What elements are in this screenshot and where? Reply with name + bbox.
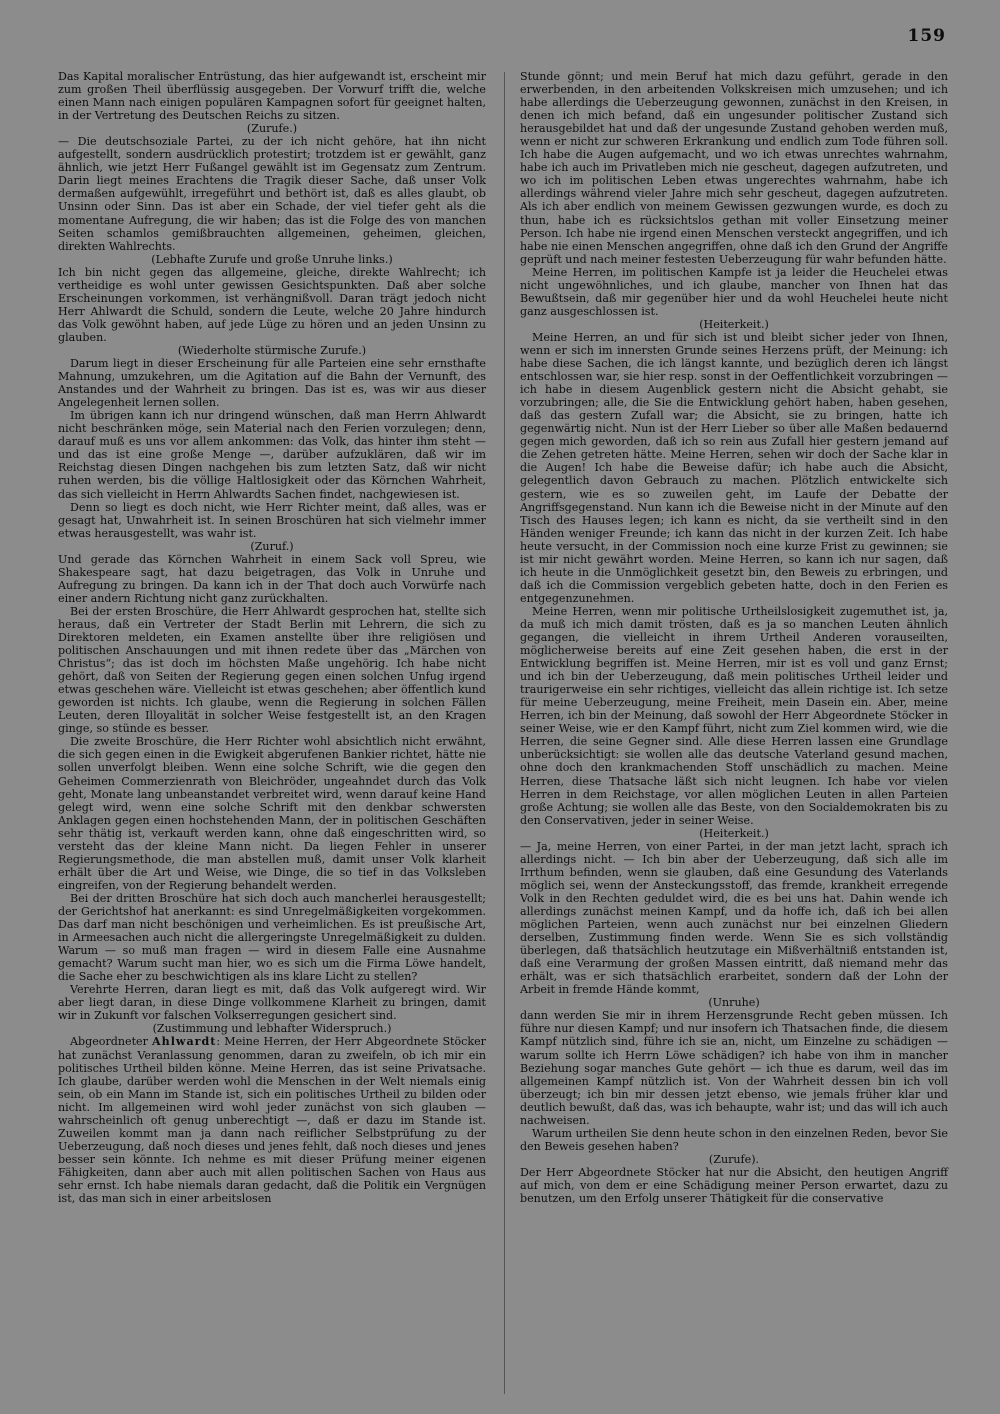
body-paragraph: Stunde gönnt; und mein Beruf hat mich dazu geführt, gerade in den erwerbenden, in den arbeitenden Volkskreisen mich umzusehen; und ich habe allerdings die Ueberzeugung gewonnen, zunächst in den Kreisen, in denen ich mich befand, daß ein ungesunder politischer Zustand sich herausgebildet hat und daß der ungesunde Zustand gehoben werden muß, wenn er nicht zur schweren Erkrankung und endlich zum Tode führen soll. Ich habe die Augen aufgemacht, und wo ich etwas unrechtes wahrnahm, habe ich auch im Privatleben mich nie gescheut, dagegen aufzutreten, und wo ich im politischen Leben etwas ungerechtes wahrnahm, habe ich allerdings während vieler Jahre mich sehr gescheut, dagegen aufzutreten. Als ich aber endlich von meinem Gewissen gezwungen wurde, es doch zu thun, habe ich es rücksichtslos gethan mit voller Einsetzung meiner Person. Ich habe nie irgend einen Menschen versteckt angegriffen, und ich habe nie einen Menschen angegriffen, ohne daß ich den Grund der Angriffe geprüft und nach meiner festesten Ueberzeugung für wahr befunden hätte. <box>520 70 948 266</box>
stage-direction: (Zurufe.) <box>246 122 298 136</box>
page-number: 159 <box>907 26 946 46</box>
body-paragraph: — Die deutschsoziale Partei, zu der ich nicht gehöre, hat ihn nicht aufgestellt, sondern ausdrücklich protestirt; trotzdem ist er gewählt, ganz ähnlich, wie jetzt Herr Fußangel gewählt ist im Gegensatz zum Zentrum. Darin liegt meines Erachtens die Tragik dieser Sache, daß unser Volk dermaßen aufgewühlt, irregeführt und bethört ist, daß es alles glaubt, ob Unsinn oder Sinn. Das ist aber ein Schade, der viel tiefer geht als die momentane Aufregung, die wir haben; das ist die Folge des von manchen Seiten schamlos gemißbrauchten allgemeinen, geheimen, gleichen, direkten Wahlrechts. <box>58 135 486 253</box>
body-paragraph: Warum urtheilen Sie denn heute schon in den einzelnen Reden, bevor Sie den Beweis gesehen haben? <box>520 1126 948 1153</box>
stage-direction: (Heiterkeit.) <box>699 826 769 840</box>
speaker-name: Ahlwardt <box>152 1035 217 1049</box>
body-paragraph: Das Kapital moralischer Entrüstung, das hier aufgewandt ist, erscheint mir zum großen Theil überflüssig ausgegeben. Der Vorwurf trifft die, welche einen Mann nach einigen populären Kampagnen sofort für geeignet halten, in der Vertretung des Deutschen Reichs zu sitzen. <box>58 70 486 123</box>
stage-direction: (Unruhe) <box>708 996 760 1010</box>
body-paragraph: Darum liegt in dieser Erscheinung für alle Parteien eine sehr ernsthafte Mahnung, umzukehren, um die Agitation auf die Bahn der Vernunft, des Anstandes und der Wahrheit zu bringen. Das ist es, was wir aus dieser Angelegenheit lernen sollen. <box>58 357 486 410</box>
body-paragraph: Bei der ersten Broschüre, die Herr Ahlwardt gesprochen hat, stellte sich heraus, daß ein Vertreter der Stadt Berlin mit Lehrern, die sich zu Direktoren meldeten, ein Examen anstellte über ihre religiösen und politischen Anschauungen und mit ihnen redete über das „Märchen von Christus“; das ist doch im höchsten Maße ungehörig. Ich habe nicht gehört, daß von Seiten der Regierung gegen einen solchen Unfug irgend etwas geschehen wäre. Vielleicht ist etwas geschehen; aber öffentlich kund geworden ist nichts. Ich glaube, wenn die Regierung in solchen Fällen Leuten, deren Illoyalität in solcher Weise festgestellt ist, an den Kragen ginge, so stünde es besser. <box>58 604 486 736</box>
right-column <box>520 70 948 1205</box>
body-paragraph: dann werden Sie mir in ihrem Herzensgrunde Recht geben müssen. Ich führe nur diesen Kampf; und nur insofern ich Thatsachen finde, die diesem Kampf nützlich sind, führe ich sie an, nicht, um Einzelne zu schädigen — warum sollte ich Herrn Löwe schädigen? ich habe von ihm in mancher Beziehung sogar manches Gute gehört — ich thue es darum, weil das im allgemeinen Kampf nützlich ist. Von der Wahrheit dessen bin ich voll überzeugt; ich bin mir dessen jetzt ebenso, wie jemals früher klar und deutlich bewußt, daß das, was ich behaupte, wahr ist; und das will ich auch nachweisen. <box>520 1009 948 1127</box>
stage-direction: (Heiterkeit.) <box>699 317 769 331</box>
stage-direction: (Lebhafte Zurufe und große Unruhe links.) <box>151 252 393 266</box>
body-paragraph: Bei der dritten Broschüre hat sich doch auch mancherlei herausgestellt; der Gerichtshof hat anerkannt: es sind Unregelmäßigkeiten vorgekommen. Das darf man nicht beschönigen und verheimlichen. Es ist preußische Art, in Armeesachen auch nicht die allergeringste Unregelmäßigkeit zu dulden. Warum — so muß man fragen — wird in diesem Falle eine Ausnahme gemacht? Warum sucht man hier, wo es sich um die Firma Löwe handelt, die Sache eher zu beschwichtigen als ins klare Licht zu stellen? <box>58 891 486 984</box>
stage-direction: (Wiederholte stürmische Zurufe.) <box>177 343 367 357</box>
speaker-paragraph <box>58 1035 486 1205</box>
left-column <box>58 70 486 1205</box>
body-paragraph: Die zweite Broschüre, die Herr Richter wohl absichtlich nicht erwähnt, die sich gegen einen in die Ewigkeit abgerufenen Bankier richtet, hätte nie sollen unverfolgt bleiben. Wenn eine solche Schrift, wie die gegen den Geheimen Commerzienrath von Bleichröder, ungeahndet durch das Volk geht, Monate lang unbeanstandet verbreitet wird, wenn darauf keine Hand gelegt wird, wenn eine solche Schrift mit den denkbar schwersten Anklagen gegen einen hochstehenden Mann, der in politischen Geschäften sehr thätig ist, verkauft werden kann, ohne daß eingeschritten wird, so versteht das der kleine Mann nicht. Da liegen Fehler in unserer Regierungsmethode, die man abstellen muß, damit unser Volk klarheit erhält über die Art und Weise, wie Dinge, die so tief in das Volksleben eingreifen, von der Regierung behandelt werden. <box>58 735 486 892</box>
body-paragraph: Meine Herren, an und für sich ist und bleibt sicher jeder von Ihnen, wenn er sich im innersten Grunde seines Herzens prüft, der Meinung: ich habe diese Sachen, die ich längst kannte, und bezüglich deren ich längst entschlossen war, sie hier resp. sonst in der Oeffentlichkeit vorzubringen — ich habe in diesem Augenblick gestern nicht die Absicht gehabt, sie vorzubringen; alle, die Sie die Entwicklung gehört haben, haben gesehen, daß das gestern Zufall war; die Absicht, sie zu bringen, hatte ich gegenwärtig nicht. Nun ist der Herr Lieber so über alle Maßen bedauernd gegen mich geworden, daß ich so rein aus Zufall hier gestern jemand auf die Zehen getreten hätte. Meine Herren, sehen wir doch der Sache klar in die Augen! Ich habe die Beweise dafür; ich habe auch die Absicht, gelegentlich davon Gebrauch zu machen. Plötzlich entwickelte sich gestern, wie es so zuweilen geht, im Laufe der Debatte der Angriffsgegenstand. Nun kann ich die Beweise nicht in der Minute auf den Tisch des Hauses legen; ich kann es nicht, da sie vertheilt sind in den Händen weniger Freunde; ich kann das nicht in der kurzen Zeit. Ich habe heute versucht, in der Commission noch eine kurze Frist zu gewinnen; sie ist mir nicht gewährt worden. Meine Herren, so kann ich nur sagen, daß ich heute in die Unmöglichkeit gesetzt bin, den Beweis zu erbringen, und daß ich die Commission vergeblich gebeten hatte, doch in den Ferien es entgegenzunehmen. <box>520 330 948 605</box>
body-paragraph: Und gerade das Körnchen Wahrheit in einem Sack voll Spreu, wie Shakespeare sagt, hat dazu beigetragen, das Volk in Unruhe und Aufregung zu bringen. Da kann ich in der That doch auch Vorwürfe nach einer andern Richtung nicht ganz zurückhalten. <box>58 552 486 605</box>
body-paragraph: Meine Herren, im politischen Kampfe ist ja leider die Heuchelei etwas nicht ungewöhnliches, und ich glaube, mancher von Ihnen hat das Bewußtsein, daß mir gegenüber hier und da wohl Heuchelei heute nicht ganz ausgeschlossen ist. <box>520 265 948 318</box>
body-paragraph: — Ja, meine Herren, von einer Partei, in der man jetzt lacht, sprach ich allerdings nicht. — Ich bin aber der Ueberzeugung, daß sich alle im Irrthum befinden, wenn sie glauben, daß eine Gesundung des Vaterlands möglich sei, wenn der Ansteckungsstoff, das fremde, krankheit erregende Volk in den Rechten geduldet wird, die es bei uns hat. Dahin wende ich allerdings zunächst meinen Kampf, und da hoffe ich, daß ich bei allen möglichen Parteien, wenn auch zunächst nur bei einzelnen Gliedern derselben, Zustimmung finden werde. Wenn Sie es sich vollständig überlegen, daß thatsächlich heutzutage ein Mißverhältniß entstanden ist, daß eine Verarmung der großen Massen eintritt, daß niemand mehr das erhält, was er sich thatsächlich erarbeitet, sondern daß der Lohn der Arbeit in fremde Hände kommt, <box>520 839 948 997</box>
body-paragraph: Im übrigen kann ich nur dringend wünschen, daß man Herrn Ahlwardt nicht beschränken möge, sein Material nach den Ferien vorzulegen; denn, darauf muß es uns vor allem ankommen: das Volk, das hinter ihm steht — und das ist eine große Menge —, darüber aufzuklären, daß wir im Reichstag diesen Dingen nachgehen bis zum letzten Satz, daß wir nicht ruhen werden, bis die völlige Haltlosigkeit oder das Körnchen Wahrheit, das sich vielleicht in Herrn Ahlwardts Sachen findet, nachgewiesen ist. <box>58 409 486 501</box>
stage-direction: (Zustimmung und lebhafter Widerspruch.) <box>152 1022 392 1036</box>
column-divider <box>504 72 505 1394</box>
body-paragraph: Denn so liegt es doch nicht, wie Herr Richter meint, daß alles, was er gesagt hat, Unwahrheit ist. In seinen Broschüren hat sich vielmehr immer etwas herausgestellt, was wahr ist. <box>58 500 486 540</box>
body-paragraph: Meine Herren, wenn mir politische Urtheilslosigkeit zugemuthet ist, ja, da muß ich mich damit trösten, daß es ja so manchen Leuten ähnlich gegangen, die vielleicht in ihrem Urtheil Anderen vorauseilten, möglicherweise bereits auf eine Zeit gesehen haben, die erst in der Entwicklung begriffen ist. Meine Herren, mir ist es voll und ganz Ernst; und ich bin der Ueberzeugung, daß mein politisches Urtheil leider und traurigerweise ein sehr richtiges, vielleicht das allein richtige ist. Ich setze für meine Ueberzeugung, meine Freiheit, mein Dasein ein. Aber, meine Herren, ich bin der Meinung, daß sowohl der Herr Abgeordnete Stöcker in seiner Weise, wie er den Kampf führt, nicht zum Ziel kommen wird, wie die Herren, die seine Gegner sind. Alle diese Herren lassen eine Grundlage unberücksichtigt: sie wollen alle das deutsche Vaterland gesund machen, ohne doch den krankmachenden Stoff unschädlich zu machen. Meine Herren, diese Thatsache läßt sich nicht leugnen. Ich habe vor vielen Herren in dem Reichstage, vor allen möglichen Leuten in allen Parteien große Achtung; sie wollen alle das Beste, von den Socialdemokraten bis zu den Conservativen, jeder in seiner Weise. <box>520 604 948 827</box>
stage-direction: (Zuruf.) <box>250 539 294 553</box>
stage-direction: (Zurufe). <box>708 1152 760 1166</box>
body-paragraph: Verehrte Herren, daran liegt es mit, daß das Volk aufgeregt wird. Wir aber liegt daran, in diese Dinge vollkommene Klarheit zu bringen, damit wir in Zukunft vor falschen Volkserregungen gesichert sind. <box>58 983 486 1023</box>
speaker-prefix: Abgeordneter <box>70 1035 153 1049</box>
speech-text: : Meine Herren, der Herr Abgeordnete Stöcker hat zunächst Veranlassung genommen, daran zu zweifeln, ob ich mir ein politisches Urtheil bilden könne. Meine Herren, das ist seine Privatsache. Ich glaube, darüber werden wohl die Menschen in der Welt niemals einig sein, ob ein Mann im Stande ist, sich ein politisches Urtheil zu bilden oder nicht. Im allgemeinen wird wohl jeder zunächst von sich glauben — wahrscheinlich oft genug unberechtigt —, daß er dazu im Stande ist. Zuweilen kommt man ja dann nach reiflicher Selbstprüfung zu der Ueberzeugung, daß noch dieses und jenes fehlt, daß noch dieses und jenes besser sein könnte. Ich nehme es mit dieser Prüfung meiner eigenen Fähigkeiten, dann aber auch mit allen politischen Sachen von Haus aus sehr ernst. Ich habe niemals daran gedacht, daß die Politik ein Vergnügen ist, das man sich in einer arbeitslosen <box>58 1035 486 1206</box>
body-paragraph: Ich bin nicht gegen das allgemeine, gleiche, direkte Wahlrecht; ich vertheidige es wohl unter gewissen Gesichtspunkten. Daß aber solche Erscheinungen vorkommen, ist verhängnißvoll. Daran trägt jedoch nicht Herr Ahlwardt die Schuld, sondern die Leute, welche 20 Jahre hindurch das Volk gewöhnt haben, auf jede Lüge zu hören und an jeden Unsinn zu glauben. <box>58 265 486 344</box>
body-paragraph: Der Herr Abgeordnete Stöcker hat nur die Absicht, den heutigen Angriff auf mich, von dem er eine Schädigung meiner Person erwartet, dazu zu benutzen, um den Erfolg unserer Thätigkeit für die conservative <box>520 1165 948 1206</box>
